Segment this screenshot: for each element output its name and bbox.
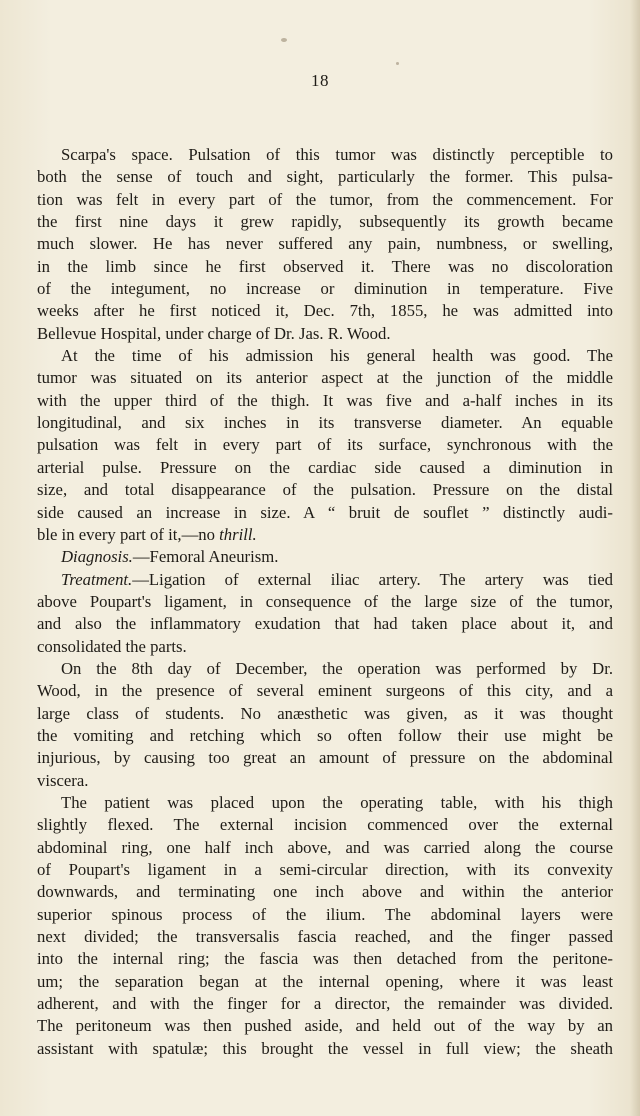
page-edge-shadow — [630, 0, 640, 1116]
text-line: downwards, and terminating one inch above and within the anterior — [37, 882, 613, 902]
text-line: much slower. He has never suffered any pain, numbness, or swelling, — [37, 234, 613, 254]
text-line: tion was felt in every part of the tumor, from the commencement. For — [37, 189, 613, 209]
text-line: pulsation was felt in every part of its surface, synchronous with the — [37, 435, 613, 455]
text-line — [37, 524, 613, 546]
text-line: assistant with spatulæ; this brought the vessel in full view; the sheath — [37, 1038, 613, 1058]
paragraph-history — [37, 144, 613, 345]
text-line: The peritoneum was then pushed aside, and held out of the way by an — [37, 1016, 613, 1036]
text-line: next divided; the transversalis fascia reached, and the finger passed — [37, 927, 613, 947]
page-number: 18 — [311, 71, 329, 90]
paragraph-treatment — [37, 569, 613, 658]
text-line: side caused an increase in size. A “ bruit de souflet ” distinctly audi- — [37, 502, 613, 522]
text-line: with the upper third of the thigh. It was five and a-half inches in its — [37, 390, 613, 410]
text-line: and also the inflammatory exudation that had taken place about it, and — [37, 614, 613, 634]
text-line: abdominal ring, one half inch above, and was carried along the course — [37, 837, 613, 857]
text-line: The patient was placed upon the operating table, with his thigh — [61, 792, 613, 812]
paragraph-diagnosis — [37, 546, 613, 568]
ink-speck — [281, 38, 287, 42]
text-line: adherent, and with the finger for a director, the remainder was divided. — [37, 994, 613, 1014]
text-line: slightly flexed. The external incision commenced over the external — [37, 815, 613, 835]
text-line: Bellevue Hospital, under charge of Dr. Jas. R. Wood. — [37, 323, 391, 343]
section-heading-diagnosis: Diagnosis. — [61, 547, 133, 567]
text-fragment: ble in every part of it,—no — [37, 524, 220, 544]
paragraph-admission — [37, 345, 613, 546]
text-line: injurious, by causing too great an amount of pressure on the abdominal — [37, 748, 613, 768]
text-line: weeks after he first noticed it, Dec. 7th, 1855, he was admitted into — [37, 301, 613, 321]
text-fragment: —Ligation of external iliac artery. The artery was tied — [132, 569, 613, 589]
text-line: superior spinous process of the ilium. The abdominal layers were — [37, 904, 613, 924]
ink-speck — [396, 62, 399, 65]
text-line: of the integument, no increase or diminution in temperature. Five — [37, 279, 613, 299]
text-line: longitudinal, and six inches in its transverse diameter. An equable — [37, 413, 613, 433]
text-line: the first nine days it grew rapidly, subsequently its growth became — [37, 212, 613, 232]
text-line: size, and total disappearance of the pulsation. Pressure on the distal — [37, 480, 613, 500]
text-line: tumor was situated on its anterior aspect at the junction of the middle — [37, 368, 613, 388]
italic-term: thrill. — [219, 524, 257, 544]
text-line: consolidated the parts. — [37, 636, 187, 656]
text-line: above Poupart's ligament, in consequence of the large size of the tumor, — [37, 591, 613, 611]
text-line — [37, 546, 613, 568]
text-fragment: —Femoral Aneurism. — [132, 547, 279, 567]
paragraph-operation — [37, 658, 613, 792]
text-line: Scarpa's space. Pulsation of this tumor was distinctly perceptible to — [61, 145, 613, 164]
paragraph-procedure — [37, 792, 613, 1060]
text-line: At the time of his admission his general health was good. The — [61, 346, 613, 366]
text-line: arterial pulse. Pressure on the cardiac side caused a diminution in — [37, 457, 613, 477]
text-line: viscera. — [37, 770, 89, 790]
text-line: both the sense of touch and sight, particularly the former. This pulsa- — [37, 167, 613, 187]
text-line: into the internal ring; the fascia was then detached from the peritone- — [37, 949, 613, 969]
text-line: um; the separation began at the internal opening, where it was least — [37, 971, 613, 991]
text-line: large class of students. No anæsthetic was given, as it was thought — [37, 703, 613, 723]
text-line: in the limb since he first observed it. There was no discoloration — [37, 256, 613, 276]
body-text — [37, 144, 613, 1060]
text-line: of Poupart's ligament in a semi-circular direction, with its convexity — [37, 860, 613, 879]
section-heading-treatment: Treatment. — [61, 569, 133, 589]
text-line — [37, 569, 613, 591]
text-line: the vomiting and retching which so often follow their use might be — [37, 725, 613, 745]
text-line: Wood, in the presence of several eminent surgeons of this city, and a — [37, 681, 613, 701]
text-line: On the 8th day of December, the operation was performed by Dr. — [61, 658, 613, 678]
